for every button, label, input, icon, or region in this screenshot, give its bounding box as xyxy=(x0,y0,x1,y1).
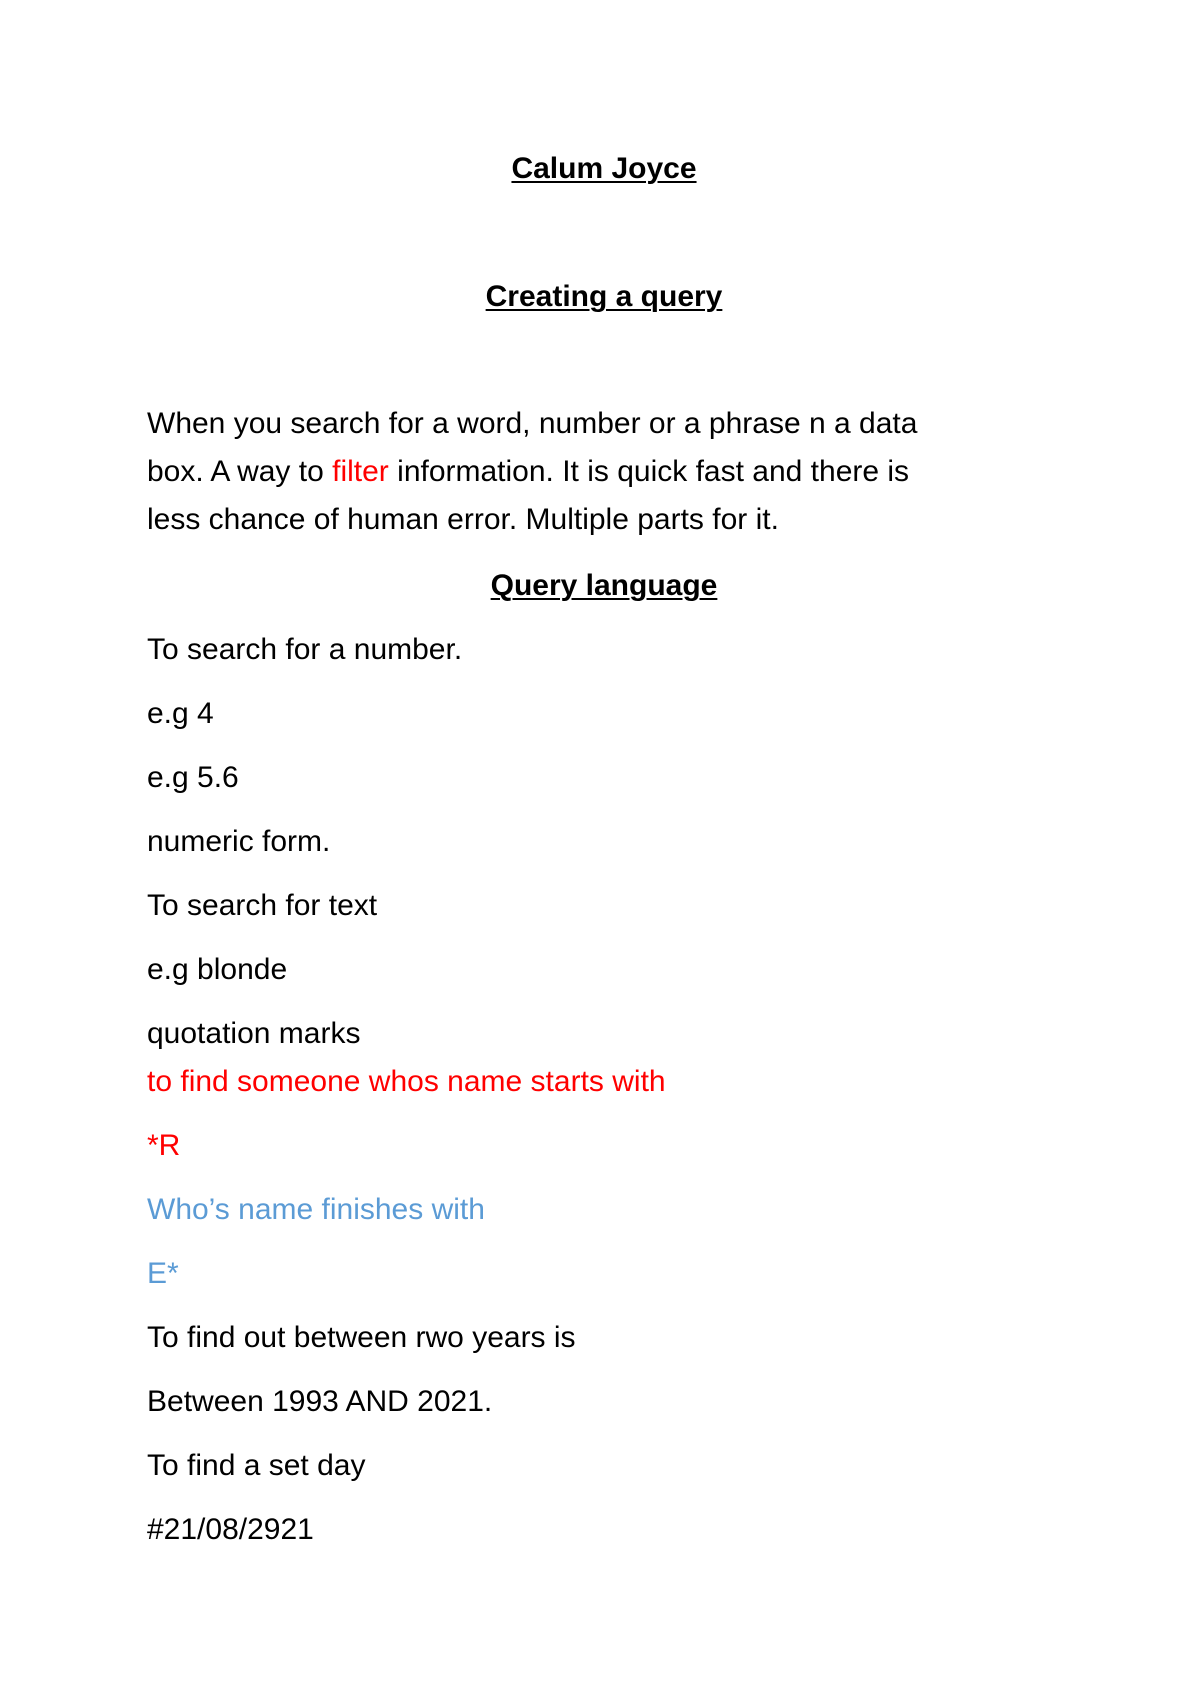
quotation-marks-line: quotation marks xyxy=(147,1017,361,1050)
section-heading-query-language: Query language xyxy=(490,569,718,602)
search-number-line: To search for a number. xyxy=(147,633,463,666)
example-5-6-line: e.g 5.6 xyxy=(147,761,239,794)
author-name: Calum Joyce xyxy=(511,152,697,185)
starts-with-line: to find someone whos name starts with xyxy=(147,1065,666,1098)
intro-line-1: When you search for a word, number or a phrase n a data xyxy=(147,407,918,440)
starts-with-example-line: *R xyxy=(147,1129,181,1162)
numeric-form-line: numeric form. xyxy=(147,825,331,858)
finishes-with-example-line: E* xyxy=(147,1257,179,1290)
example-4-line: e.g 4 xyxy=(147,697,214,730)
intro-line-2 xyxy=(147,454,909,490)
finishes-with-line: Who’s name finishes with xyxy=(147,1193,485,1226)
between-years-line: To find out between rwo years is xyxy=(147,1321,576,1354)
intro-line-2-after: information. It is quick fast and there is xyxy=(388,455,910,488)
intro-line-3: less chance of human error. Multiple parts for it. xyxy=(147,503,779,536)
between-example-line: Between 1993 AND 2021. xyxy=(147,1385,493,1418)
example-blonde-line: e.g blonde xyxy=(147,953,288,986)
filter-highlight: filter xyxy=(332,455,389,488)
set-day-example-line: #21/08/2921 xyxy=(147,1513,314,1546)
search-text-line: To search for text xyxy=(147,889,378,922)
set-day-line: To find a set day xyxy=(147,1449,366,1482)
intro-line-2-before: box. A way to xyxy=(147,455,333,488)
document-title: Creating a query xyxy=(485,280,723,313)
